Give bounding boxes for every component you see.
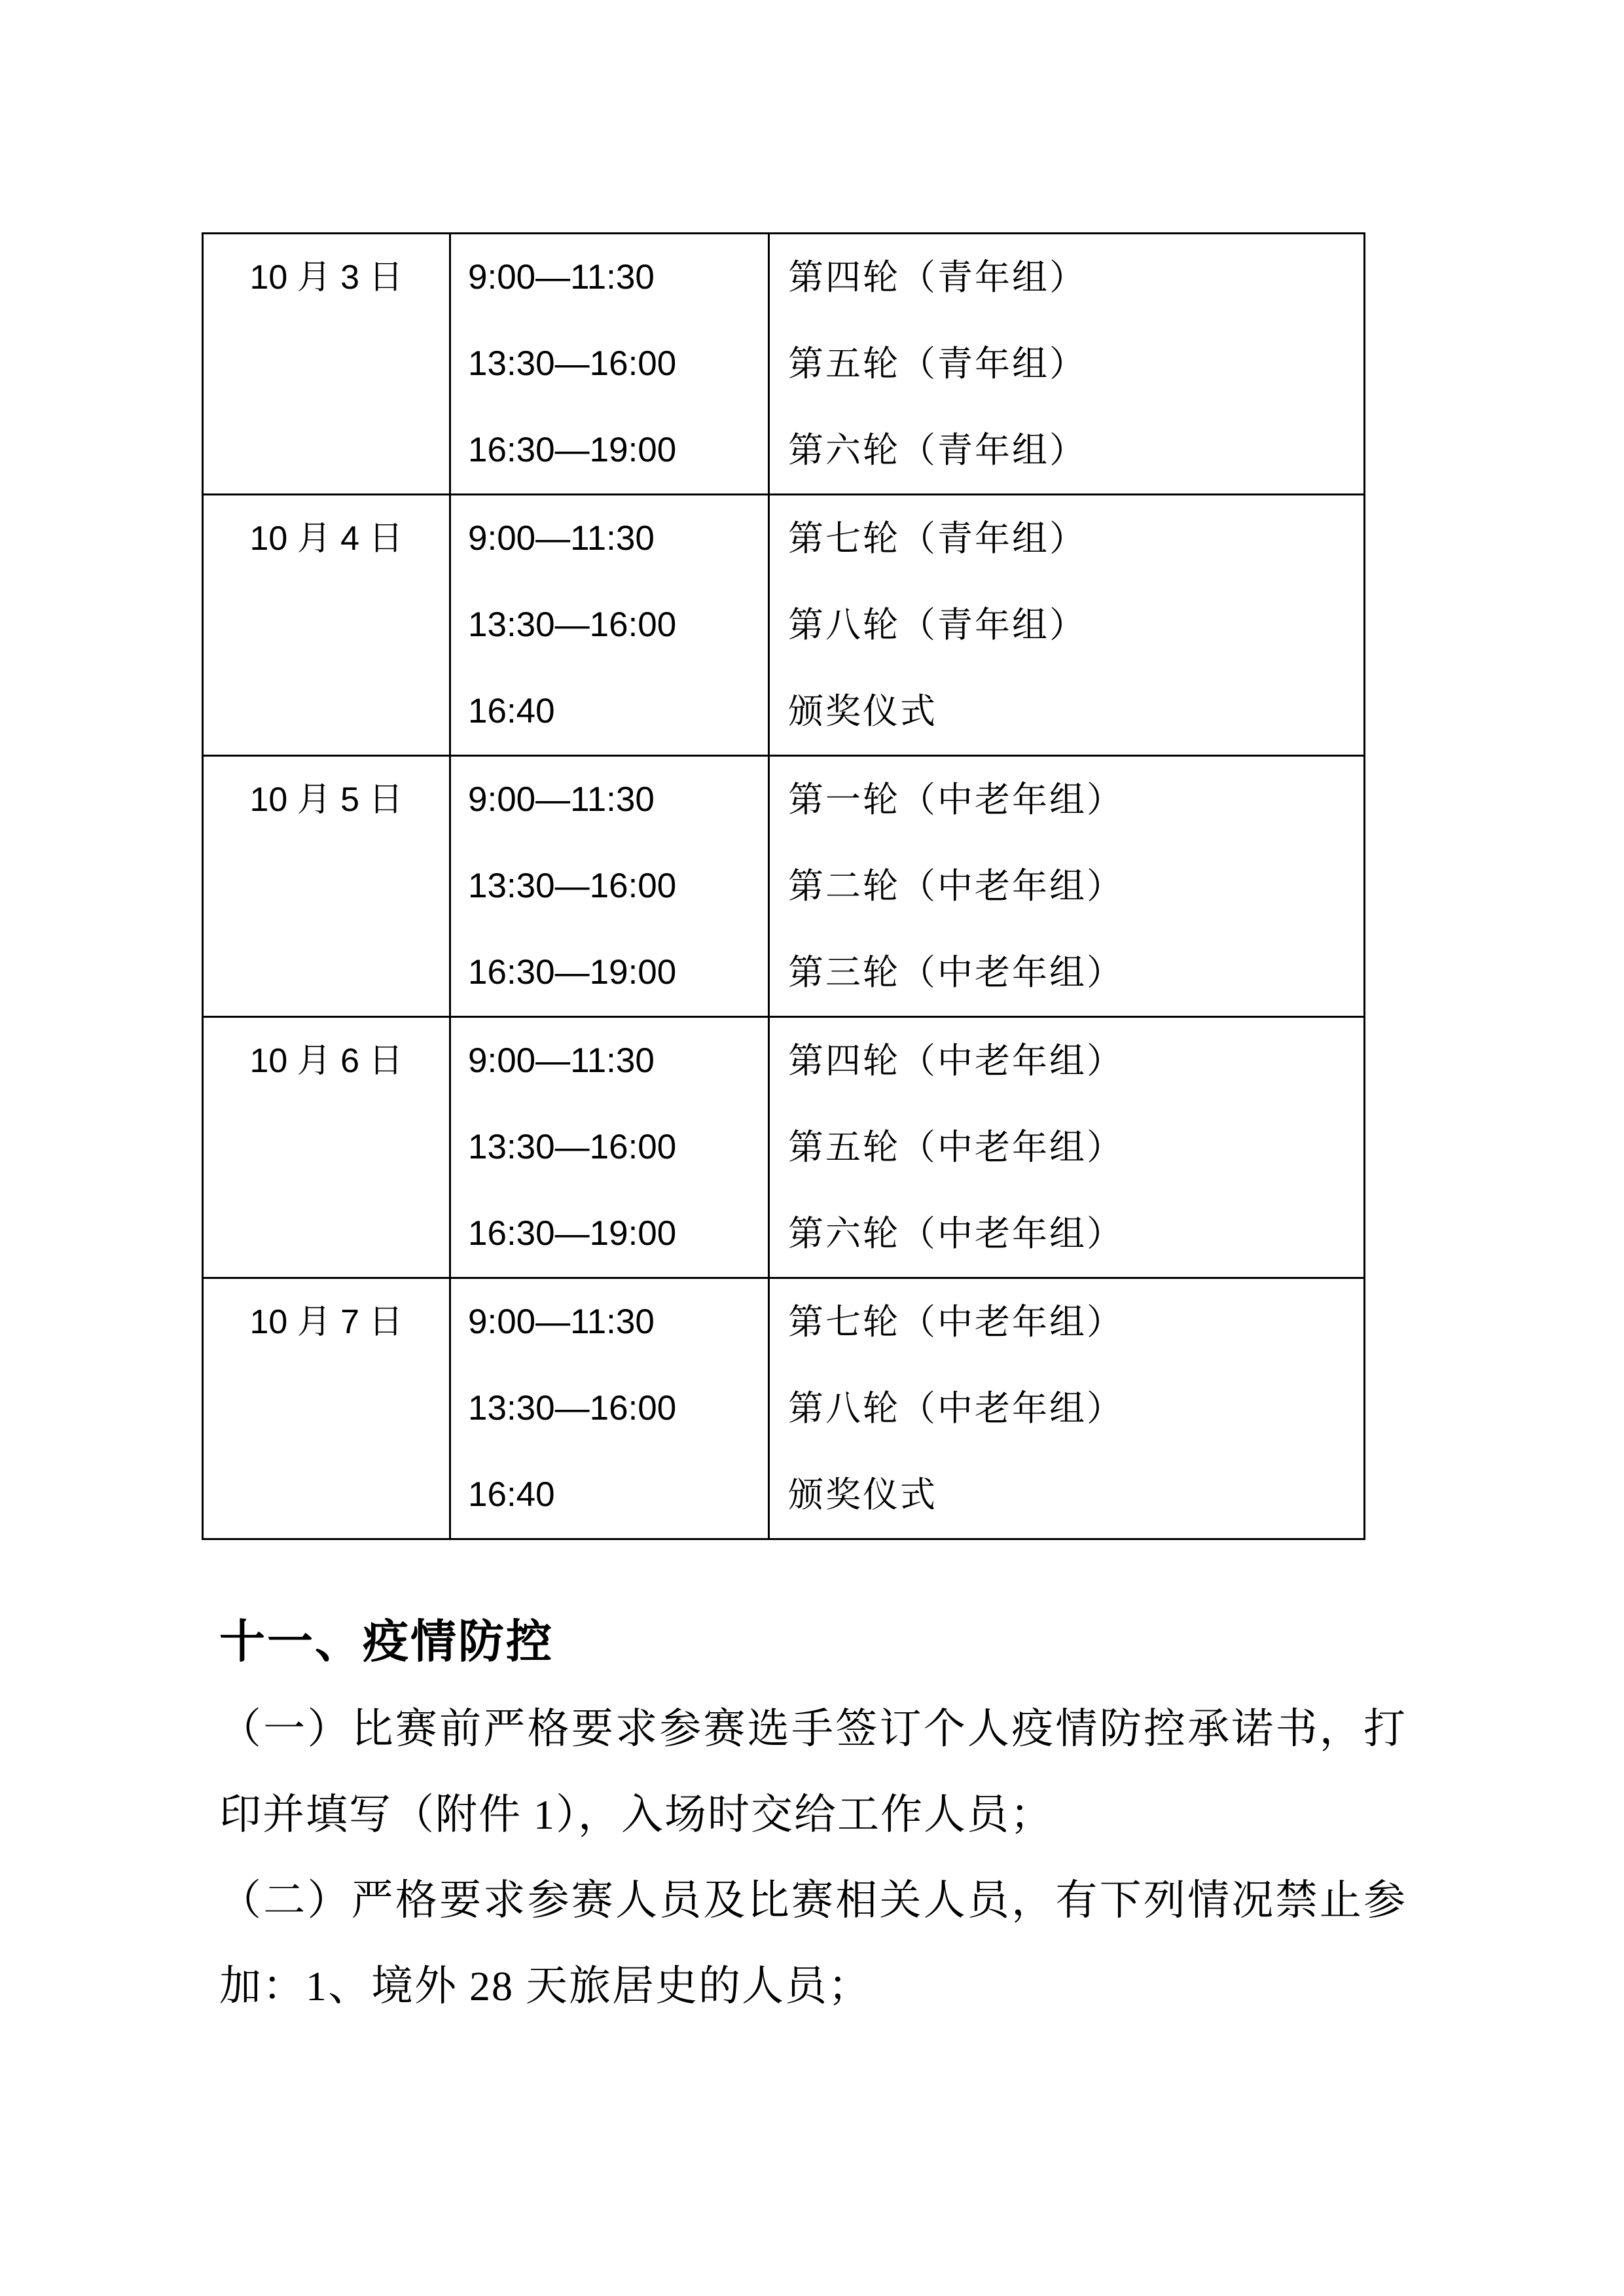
paragraph-line: 印并填写（附件 1），入场时交给工作人员；: [219, 1791, 1053, 1838]
event-cell: [769, 495, 1365, 756]
time-text: 16:40: [468, 1475, 555, 1514]
date-text: 10 月 4 日: [249, 520, 403, 558]
time-text: 9:00—11:30: [468, 519, 655, 558]
time-text: 13:30—16:00: [468, 1128, 677, 1166]
schedule-table: [202, 232, 1365, 1540]
date-text: 10 月 7 日: [249, 1303, 403, 1341]
section-heading: 十一、疫情防控: [219, 1617, 554, 1668]
event-text: 第五轮（中老年组）: [788, 1128, 1124, 1167]
time-text: 13:30—16:00: [468, 867, 677, 905]
table-row: [203, 756, 1365, 1017]
time-text: 13:30—16:00: [468, 344, 677, 383]
event-text: 颁奖仪式: [788, 692, 937, 731]
paragraph: [219, 1857, 1405, 2029]
event-text: 第八轮（中老年组）: [788, 1389, 1124, 1428]
paragraph: [219, 1686, 1405, 1857]
date-cell: [203, 1278, 450, 1539]
date-cell: [203, 495, 450, 756]
time-cell: [450, 756, 769, 1017]
event-text: 第八轮（青年组）: [788, 605, 1087, 645]
date-cell: [203, 756, 450, 1017]
date-cell: [203, 1017, 450, 1278]
time-text: 16:30—19:00: [468, 431, 677, 469]
table-row: [203, 1017, 1365, 1278]
event-text: 第七轮（中老年组）: [788, 1302, 1124, 1342]
time-cell: [450, 1017, 769, 1278]
table-row: [203, 495, 1365, 756]
event-text: 第四轮（青年组）: [788, 258, 1087, 297]
paragraph-line: （二）严格要求参赛人员及比赛相关人员，有下列情况禁止参: [219, 1877, 1405, 1924]
time-text: 13:30—16:00: [468, 605, 677, 644]
event-cell: [769, 1017, 1365, 1278]
event-text: 第三轮（中老年组）: [788, 953, 1124, 992]
event-text: 第七轮（青年组）: [788, 519, 1087, 558]
time-text: 16:40: [468, 692, 555, 730]
time-text: 16:30—19:00: [468, 953, 677, 992]
event-text: 第四轮（中老年组）: [788, 1041, 1124, 1081]
time-text: 9:00—11:30: [468, 780, 655, 819]
event-text: 第二轮（中老年组）: [788, 867, 1124, 906]
date-text: 10 月 6 日: [249, 1042, 403, 1080]
date-text: 10 月 5 日: [249, 781, 403, 819]
event-text: 第一轮（中老年组）: [788, 780, 1124, 819]
date-cell: [203, 234, 450, 495]
event-cell: [769, 234, 1365, 495]
epidemic-prevention-section: [219, 1600, 1405, 2029]
table-row: [203, 1278, 1365, 1539]
time-text: 13:30—16:00: [468, 1389, 677, 1427]
event-text: 第六轮（青年组）: [788, 431, 1087, 470]
time-text: 9:00—11:30: [468, 1041, 655, 1080]
time-text: 9:00—11:30: [468, 1302, 655, 1341]
event-cell: [769, 1278, 1365, 1539]
time-cell: [450, 495, 769, 756]
paragraph-line: （一）比赛前严格要求参赛选手签订个人疫情防控承诺书，打: [219, 1706, 1405, 1752]
time-text: 9:00—11:30: [468, 258, 655, 296]
event-text: 颁奖仪式: [788, 1475, 937, 1515]
event-text: 第六轮（中老年组）: [788, 1214, 1124, 1253]
time-cell: [450, 234, 769, 495]
table-row: [203, 234, 1365, 495]
date-text: 10 月 3 日: [249, 259, 403, 296]
time-cell: [450, 1278, 769, 1539]
paragraph-line: 加：1、境外 28 天旅居史的人员；: [219, 1963, 871, 2009]
event-cell: [769, 756, 1365, 1017]
event-text: 第五轮（青年组）: [788, 344, 1087, 384]
time-text: 16:30—19:00: [468, 1214, 677, 1253]
